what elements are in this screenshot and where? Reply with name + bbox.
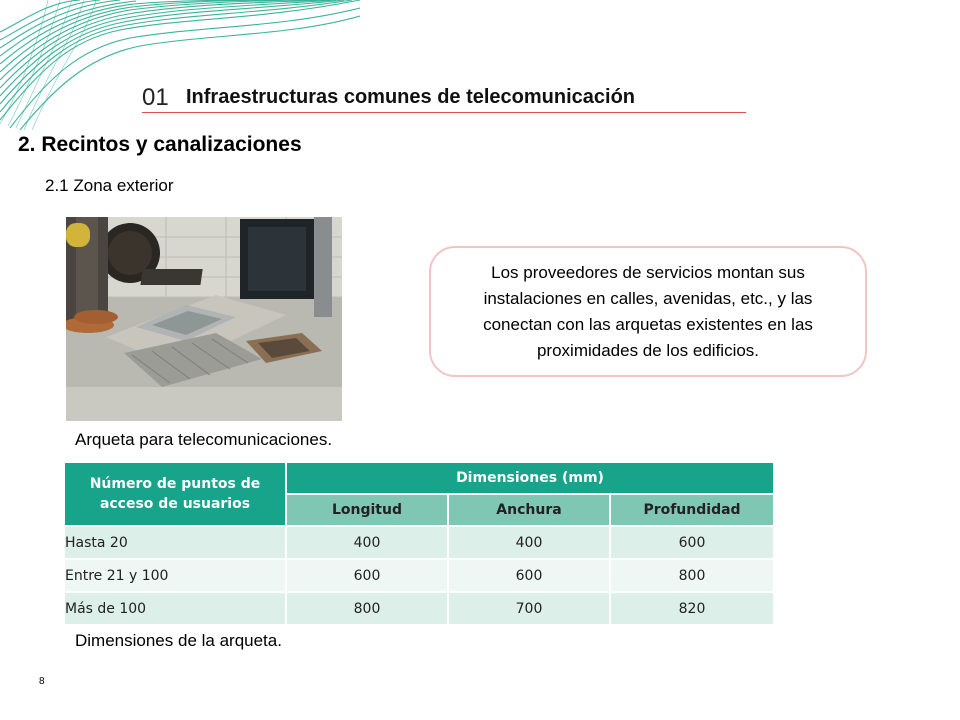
info-callout xyxy=(429,246,867,377)
cell-value: 700 xyxy=(448,592,610,625)
cell-value: 600 xyxy=(448,559,610,592)
column-header-longitud: Longitud xyxy=(286,494,448,526)
table-row xyxy=(64,592,774,625)
callout-text: Los proveedores de servicios montan sus instalaciones en calles, avenidas, etc., y las conectan con las arquetas existentes en las proximidades de los edificios. xyxy=(483,262,813,360)
table-caption: Dimensiones de la arqueta. xyxy=(75,631,282,650)
row-header-cell xyxy=(64,462,286,526)
chapter-title: Infraestructuras comunes de telecomunicación xyxy=(186,86,636,108)
cell-value: 600 xyxy=(610,526,774,559)
cell-value: 820 xyxy=(610,592,774,625)
photo-caption: Arqueta para telecomunicaciones. xyxy=(75,430,333,449)
page-number: 8 xyxy=(39,676,45,687)
column-header-anchura: Anchura xyxy=(448,494,610,526)
table-row xyxy=(64,526,774,559)
cell-value: 400 xyxy=(286,526,448,559)
cell-value: 400 xyxy=(448,526,610,559)
cell-value: 800 xyxy=(286,592,448,625)
chapter-header xyxy=(142,82,746,113)
cell-value: 600 xyxy=(286,559,448,592)
telecom-manhole-photo xyxy=(66,217,342,421)
row-label: Hasta 20 xyxy=(64,526,286,559)
section-title: 2. Recintos y canalizaciones xyxy=(18,133,302,156)
table-row xyxy=(64,559,774,592)
subsection-title: 2.1 Zona exterior xyxy=(45,176,174,195)
group-header-cell xyxy=(286,462,774,494)
group-header-label: Dimensiones (mm) xyxy=(456,470,604,486)
cell-value: 800 xyxy=(610,559,774,592)
column-header-profundidad: Profundidad xyxy=(610,494,774,526)
row-label: Entre 21 y 100 xyxy=(64,559,286,592)
dimensions-table xyxy=(63,461,775,626)
row-header-label: Número de puntos de acceso de usuarios xyxy=(89,476,261,512)
row-label: Más de 100 xyxy=(64,592,286,625)
chapter-number: 01 xyxy=(142,84,169,111)
